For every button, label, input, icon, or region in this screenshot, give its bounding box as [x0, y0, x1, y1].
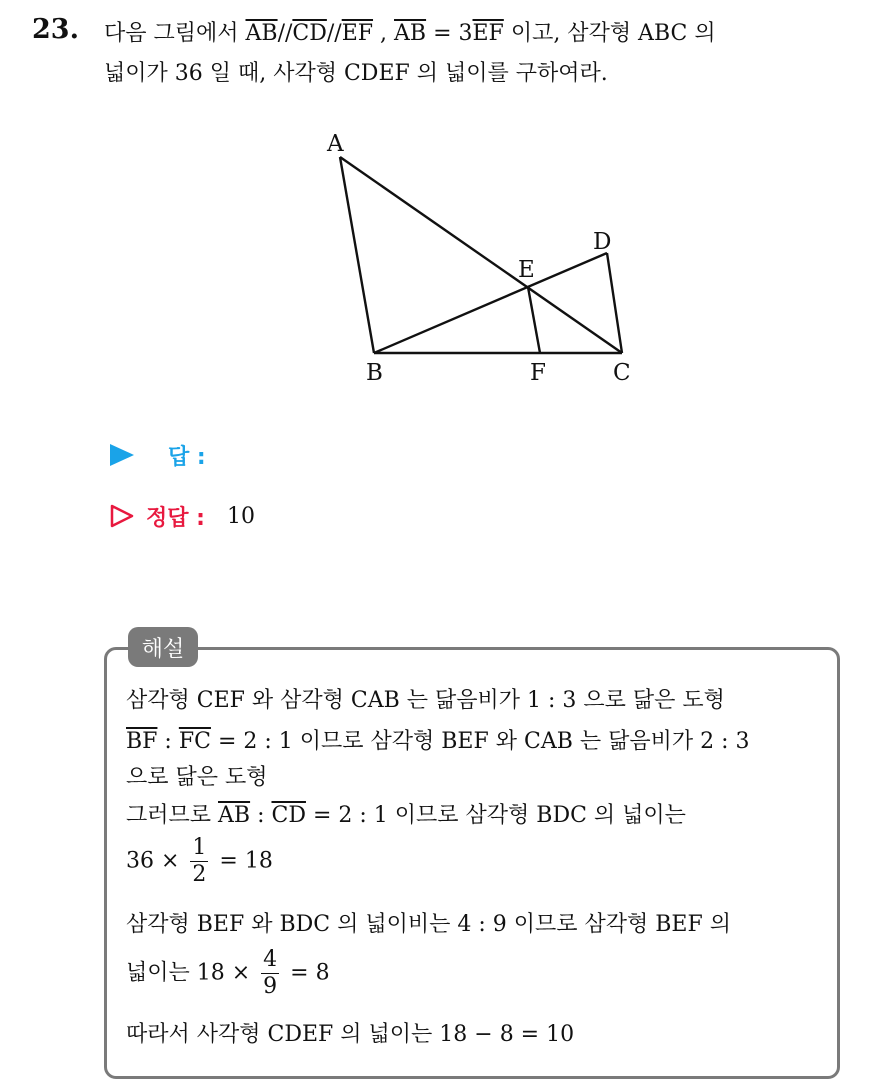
segment-AB: $\overline{AB}$ — [245, 21, 278, 46]
solution-line-7 — [126, 947, 330, 1000]
denominator: 9 — [263, 974, 278, 999]
question-line-2: 넓이가 36 일 때, 사각형 CDEF 의 넓이를 구하여라. — [104, 61, 608, 86]
geometry-figure — [300, 118, 660, 398]
sol-text: = 18 — [212, 848, 273, 874]
numerator: 1 — [192, 835, 207, 860]
solution-line-5 — [126, 835, 273, 888]
solution-line-2 — [126, 724, 750, 755]
solution-line-3: 으로 닮은 도형 — [126, 765, 268, 790]
sol-text: 넓이는 18 × — [126, 960, 258, 986]
segment-EF: $\overline{EF}$ — [341, 21, 374, 46]
segment-AB: $\overline{AB}$ — [218, 803, 251, 828]
question-number: 23. — [32, 14, 79, 45]
segment-FC: $\overline{FC}$ — [178, 729, 211, 754]
numerator: 4 — [263, 947, 278, 972]
fraction — [261, 947, 279, 1000]
label-D: D — [593, 229, 612, 255]
correct-answer-label: 정답 : — [146, 505, 205, 531]
correct-answer-value: 10 — [226, 503, 255, 529]
q-text: = 3 — [426, 21, 473, 46]
segment-AC-line — [340, 157, 622, 353]
segment-AB-line — [340, 157, 374, 353]
q-text: , — [373, 21, 395, 46]
denominator: 2 — [192, 862, 207, 887]
q-text: 이고, 삼각형 ABC 의 — [503, 21, 716, 46]
sol-text: : — [250, 803, 272, 828]
play-triangle-icon — [110, 444, 134, 466]
segment-BD-line — [374, 253, 607, 353]
segment-DC-line — [607, 253, 622, 353]
sol-text: 36 × — [126, 848, 187, 874]
solution-line-8: 따라서 사각형 CDEF 의 넓이는 18 − 8 = 10 — [126, 1022, 575, 1047]
correct-answer-row — [110, 500, 255, 532]
label-C: C — [613, 360, 631, 386]
fraction — [190, 835, 208, 888]
parallel-sign: // — [277, 21, 293, 46]
q-text: 다음 그림에서 — [104, 21, 246, 46]
outline-triangle-icon — [110, 504, 134, 528]
parallel-sign: // — [326, 21, 342, 46]
answer-row — [110, 440, 206, 470]
segment-CD: $\overline{CD}$ — [271, 803, 306, 828]
label-E: E — [518, 257, 535, 283]
sol-text: = 2 : 1 이므로 삼각형 BDC 의 넓이는 — [305, 803, 686, 828]
segment-EF-line — [528, 287, 540, 353]
question-line-1 — [104, 16, 716, 47]
label-F: F — [530, 360, 546, 386]
solution-line-1: 삼각형 CEF 와 삼각형 CAB 는 닮음비가 1 : 3 으로 닮은 도형 — [126, 688, 725, 713]
segment-AB: $\overline{AB}$ — [394, 21, 427, 46]
label-B: B — [366, 360, 383, 386]
sol-text: = 2 : 1 이므로 삼각형 BEF 와 CAB 는 닮음비가 2 : 3 — [210, 729, 750, 754]
answer-label: 답 : — [168, 444, 206, 470]
segment-BF: $\overline{BF}$ — [126, 729, 158, 754]
solution-line-4 — [126, 798, 686, 829]
solution-tag: 해설 — [128, 627, 198, 667]
sol-text: 그러므로 — [126, 803, 219, 828]
solution-line-6: 삼각형 BEF 와 BDC 의 넓이비는 4 : 9 이므로 삼각형 BEF 의 — [126, 912, 731, 937]
sol-text: : — [157, 729, 179, 754]
segment-EF: $\overline{EF}$ — [472, 21, 504, 46]
label-A: A — [327, 131, 344, 157]
segment-CD: $\overline{CD}$ — [292, 21, 327, 46]
sol-text: = 8 — [283, 960, 330, 986]
